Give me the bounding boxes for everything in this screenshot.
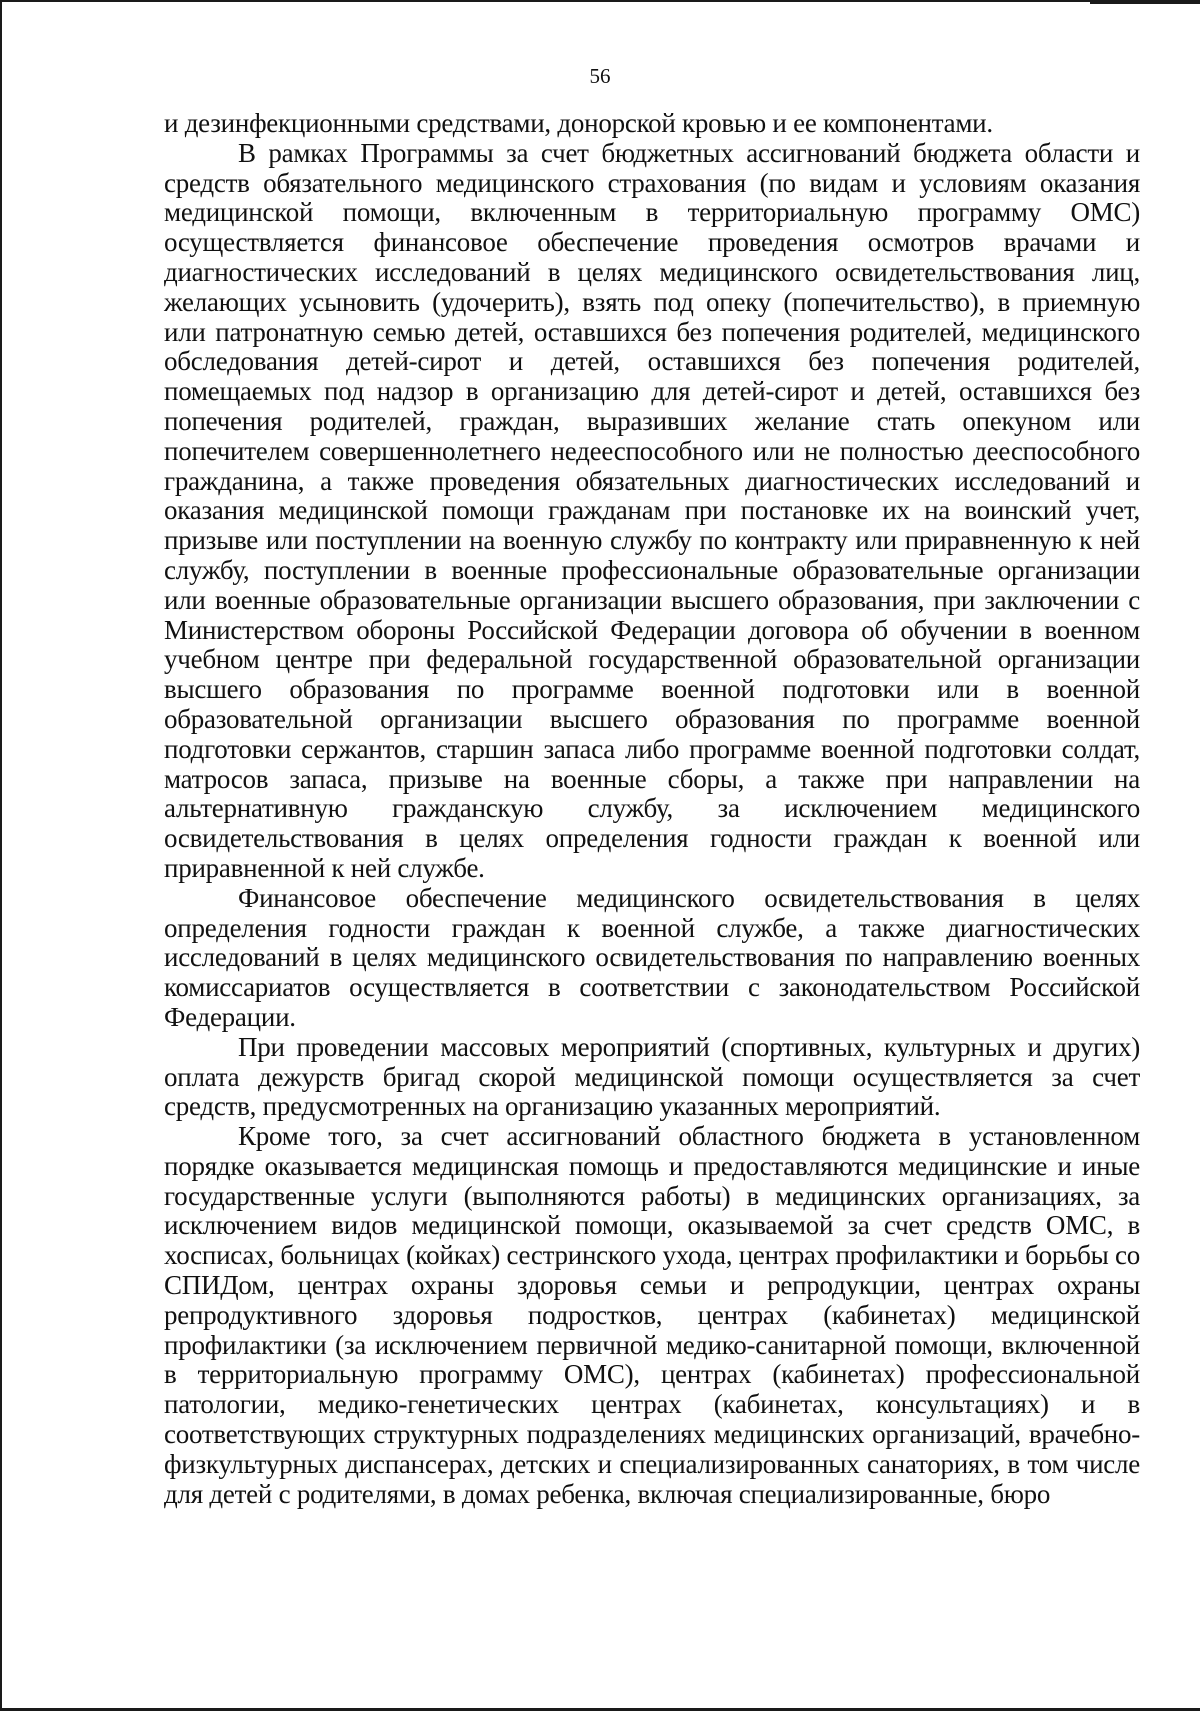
scan-edge-top bbox=[0, 0, 1200, 2]
paragraph-2: В рамках Программы за счет бюджетных ассигнований бюджета области и средств обязательного медицинского страхования (по видам и условиям оказания медицинской помощи, включенным в территориальную программу ОМС) осуществляется финансовое обеспечение проведения осмотров врачами и диагностических исследований в целях медицинского освидетельствования лиц, желающих усыновить (удочерить), взять под опеку (попечительство), в приемную или патронатную семью детей, оставшихся без попечения родителей, медицинского обследования детей-сирот и детей, оставшихся без попечения родителей, помещаемых под надзор в организацию для детей-сирот и детей, оставшихся без попечения родителей, граждан, выразивших желание стать опекуном или попечителем совершеннолетнего недееспособного или не полностью дееспособного гражданина, а также проведения обязательных диагностических исследований и оказания медицинской помощи гражданам при постановке их на воинский учет, призыве или поступлении на военную службу по контракту или приравненную к ней службу, поступлении в военные профессиональные образовательные организации или военные образовательные организации высшего образования, при заключении с Министерством обороны Российской Федерации договора об обучении в военном учебном центре при федеральной государственной образовательной организации высшего образования по программе военной подготовки или в военной образовательной организации высшего образования по программе военной подготовки сержантов, старшин запаса либо программе военной подготовки солдат, матросов запаса, призыве на военные сборы, а также при направлении на альтернативную гражданскую службу, за исключением медицинского освидетельствования в целях определения годности граждан к военной или приравненной к ней службе. bbox=[164, 137, 1140, 883]
paragraph-4: При проведении массовых мероприятий (спортивных, культурных и других) оплата дежурств бригад скорой медицинской помощи осуществляется за счет средств, предусмотренных на организацию указанных мероприятий. bbox=[164, 1031, 1140, 1122]
paragraph-3: Финансовое обеспечение медицинского освидетельствования в целях определения годности граждан к военной службе, а также диагностических исследований в целях медицинского освидетельствования по направлению военных комиссариатов осуществляется в соответствии с законодательством Российской Федерации. bbox=[164, 882, 1140, 1032]
paragraph-1: и дезинфекционными средствами, донорской кровью и ее компонентами. bbox=[164, 108, 993, 138]
scan-corner-mark bbox=[1090, 0, 1200, 4]
page-number: 56 bbox=[589, 64, 611, 88]
document-body bbox=[164, 109, 1140, 1509]
paragraph-5: Кроме того, за счет ассигнований областного бюджета в установленном порядке оказывается медицинская помощь и предоставляются медицинские и иные государственные услуги (выполняются работы) в медицинских организациях, за исключением видов медицинской помощи, оказываемой за счет средств ОМС, в хосписах, больницах (койках) сестринского ухода, центрах профилактики и борьбы со СПИДом, центрах охраны здоровья семьи и репродукции, центрах охраны репродуктивного здоровья подростков, центрах (кабинетах) медицинской профилактики (за исключением первичной медико-санитарной помощи, включенной в территориальную программу ОМС), центрах (кабинетах) профессиональной патологии, медико-генетических центрах (кабинетах, консультациях) и в соответствующих структурных подразделениях медицинских организаций, врачебно-физкультурных диспансерах, детских и специализированных санаториях, в том числе для детей с родителями, в домах ребенка, включая специализированные, бюро bbox=[164, 1121, 1141, 1509]
scan-edge-left bbox=[0, 0, 2, 1711]
